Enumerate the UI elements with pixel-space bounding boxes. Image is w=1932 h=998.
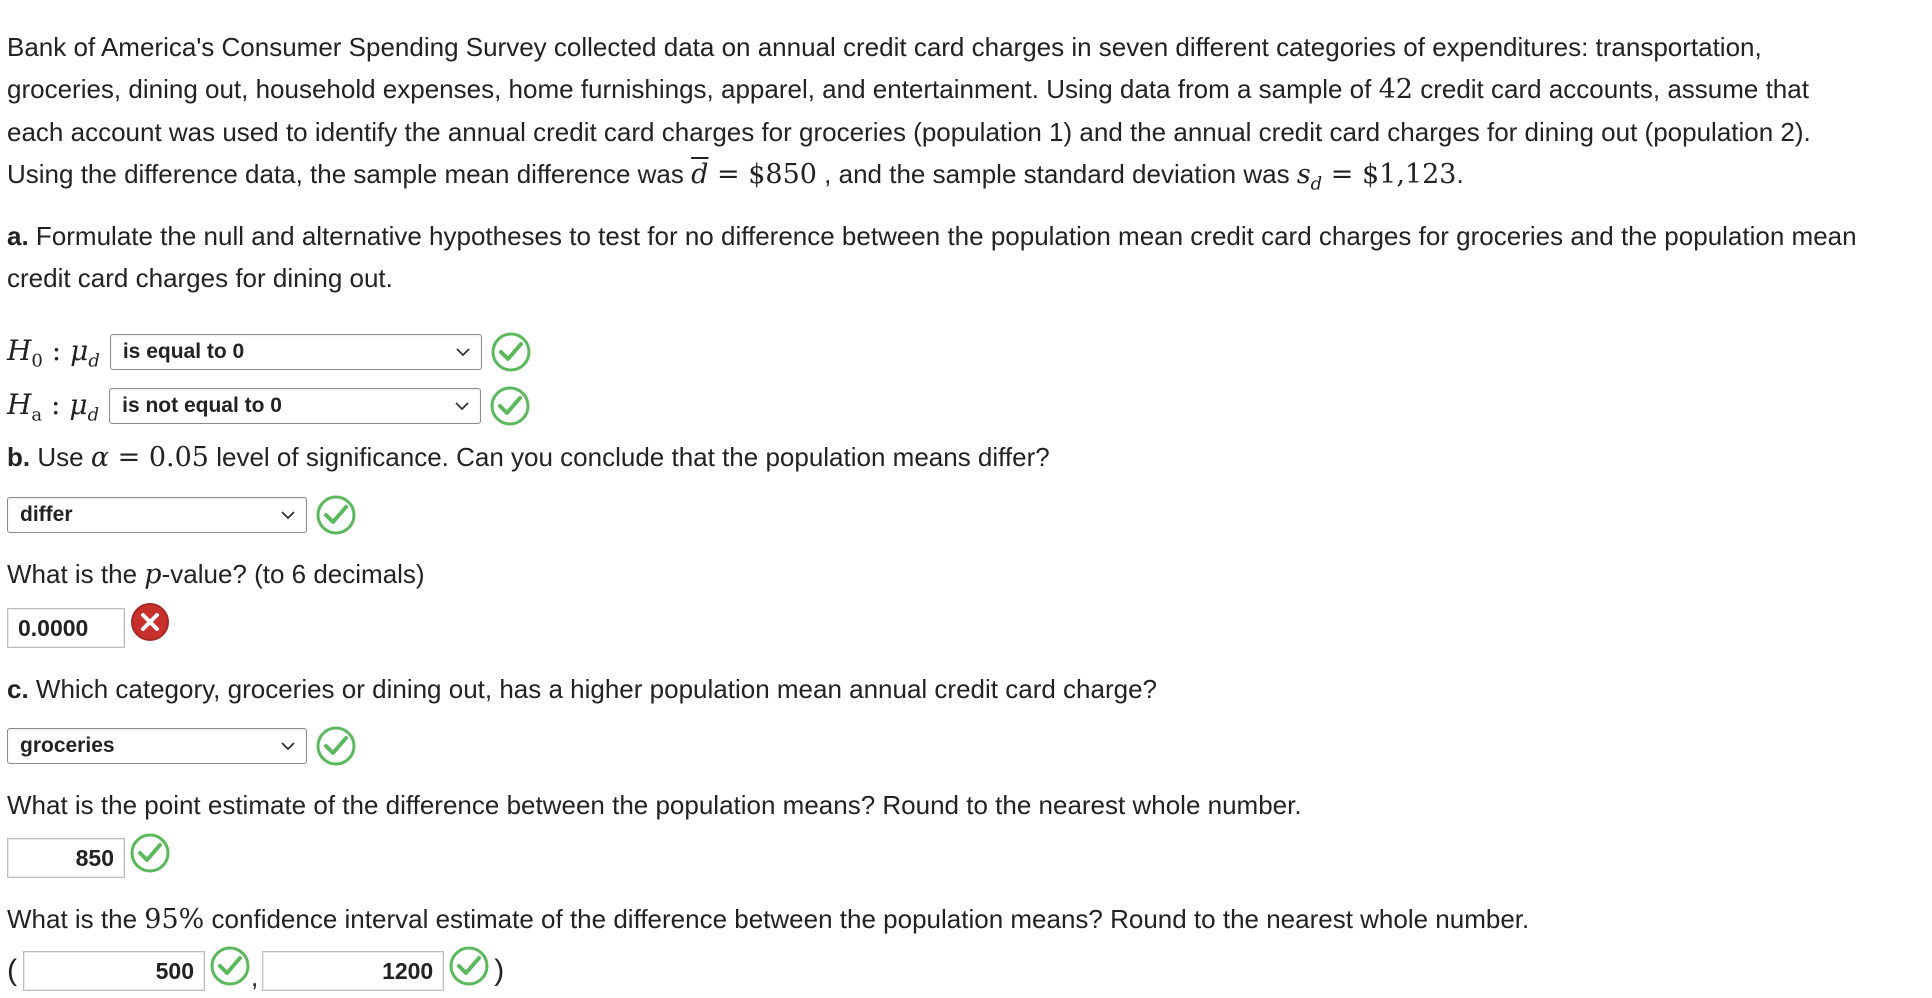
correct-check-icon <box>315 494 357 536</box>
chevron-down-icon <box>280 507 296 523</box>
correct-check-icon <box>490 331 532 373</box>
point-estimate-input[interactable]: 850 <box>7 838 125 878</box>
conclusion-row <box>7 488 1927 542</box>
chevron-down-icon <box>455 344 471 360</box>
pvalue-input[interactable]: 0.0000 <box>7 608 125 648</box>
higher-category-select[interactable]: groceries <box>7 728 307 764</box>
null-hypothesis-label: $H_0$ : $\mu_d$ <box>7 333 100 372</box>
correct-check-icon <box>448 945 490 987</box>
null-hypothesis-row <box>7 325 1927 379</box>
confidence-level: 95% <box>144 904 205 936</box>
problem-intro: Bank of America's Consumer Spending Survey collected data on annual credit card charges in seven different categories of expenditures: transportation, groceries, dining out, household expenses, home furnishings, apparel, and entertainment. Using data from a sample of 42 credit card accounts, assume that each account was used to identify the annual credit card charges for groceries (population 1) and the annual credit card charges for dining out (population 2). Using the difference data, the sample mean difference was $\overline{d}$ = $850 , and the sample standard deviation was $s_d$ = $1,123. <box>7 32 1811 195</box>
alpha-value: 0.05 <box>148 442 209 474</box>
pvalue-question: What is the p-value? (to 6 decimals) <box>7 559 425 591</box>
question-a: a. Formulate the null and alternative hypotheses to test for no difference between the population mean credit card charges for groceries and the population mean credit card charges for dining out. <box>7 221 1857 294</box>
question-c: c. Which category, groceries or dining out, has a higher population mean annual credit card charge? <box>7 674 1157 705</box>
chevron-down-icon <box>454 398 470 414</box>
mean-difference-value: $850 <box>748 159 817 190</box>
correct-check-icon <box>315 725 357 767</box>
higher-category-row <box>7 719 1927 773</box>
question-b: b. Use α = 0.05 level of significance. Can you conclude that the population means differ? <box>7 442 1050 474</box>
alt-hypothesis-select[interactable]: is not equal to 0 <box>109 388 481 424</box>
std-dev-value: $1,123 <box>1362 159 1457 190</box>
alt-hypothesis-row <box>7 379 1927 433</box>
ci-upper-input[interactable]: 1200 <box>262 951 444 991</box>
null-hypothesis-select[interactable]: is equal to 0 <box>110 334 482 370</box>
correct-check-icon <box>489 385 531 427</box>
conclusion-select[interactable]: differ <box>7 497 307 533</box>
close-paren: ) <box>494 954 505 988</box>
open-paren: ( <box>7 954 17 988</box>
correct-check-icon <box>129 832 171 874</box>
incorrect-x-icon <box>129 601 171 643</box>
point-estimate-question: What is the point estimate of the difference between the population means? Round to the nearest whole number. <box>7 790 1302 821</box>
pvalue-row <box>7 601 1927 655</box>
confidence-interval-row <box>7 944 1927 998</box>
ci-lower-input[interactable]: 500 <box>23 951 205 991</box>
sample-size: 42 <box>1378 74 1413 105</box>
correct-check-icon <box>209 945 251 987</box>
alt-hypothesis-label: $H_a$ : $\mu_d$ <box>7 387 100 426</box>
confidence-interval-question: What is the 95% confidence interval estimate of the difference between the population means? Round to the nearest whole number. <box>7 904 1530 936</box>
chevron-down-icon <box>280 738 296 754</box>
point-estimate-row <box>7 831 1927 885</box>
comma-separator: , <box>251 961 259 992</box>
